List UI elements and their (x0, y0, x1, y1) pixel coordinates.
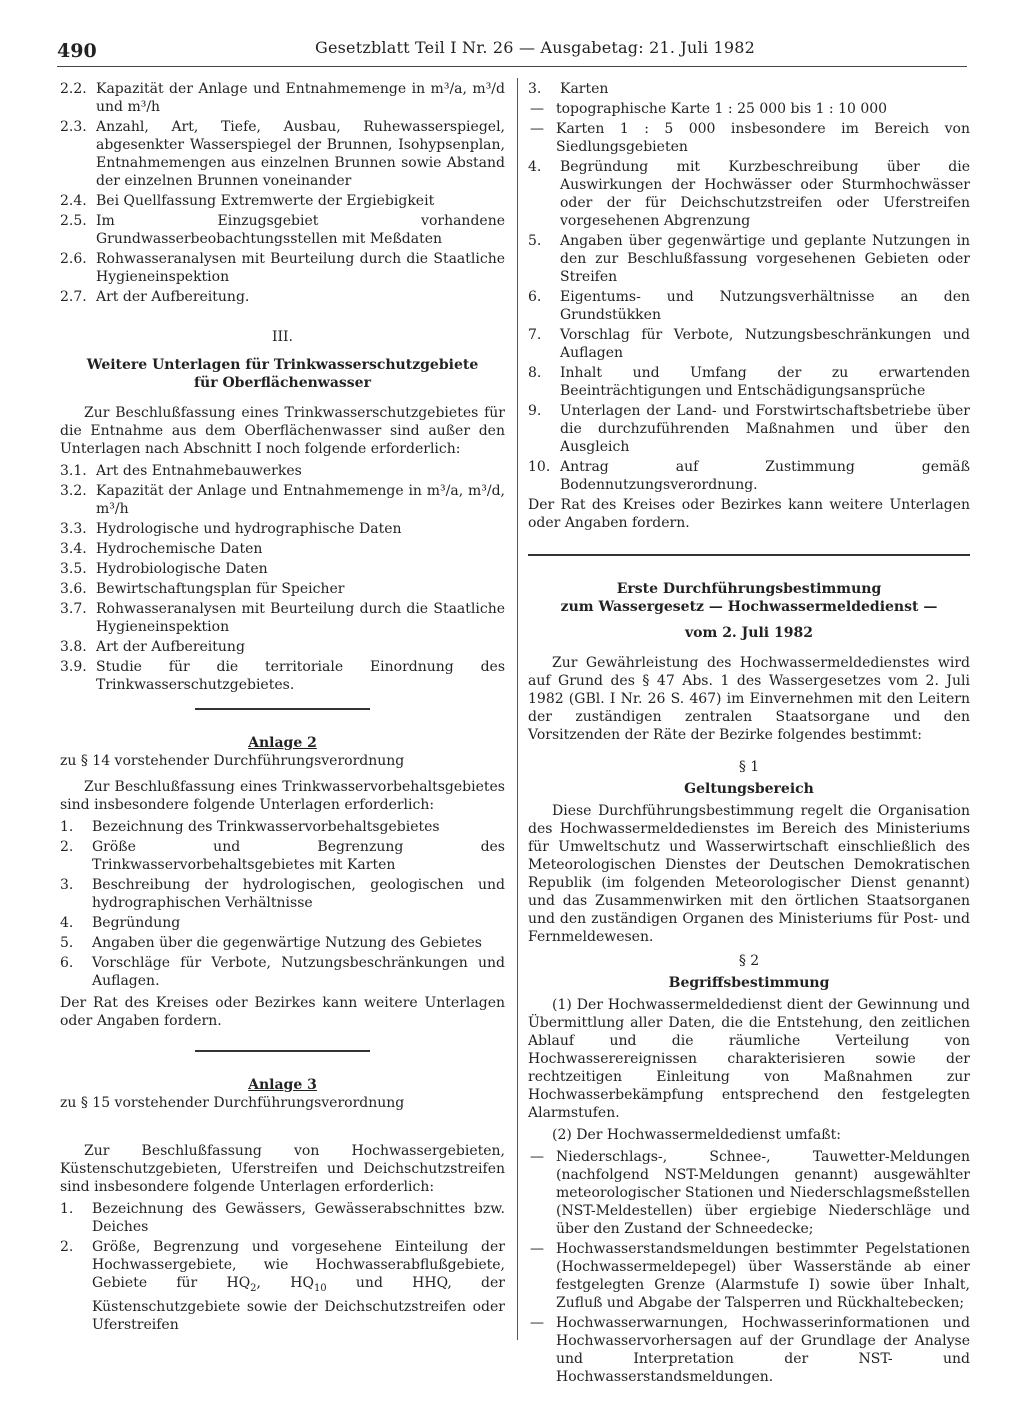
list-item-number: 10. (528, 459, 551, 475)
paragraph-title: Begriffsbestimmung (668, 975, 830, 991)
list-item-text: Im Einzugsgebiet vorhandene Grundwasserbeobachtungsstellen mit Meßdaten (96, 213, 505, 247)
anlage3-subtitle: zu § 15 vorstehender Durchführungsverordnung (60, 1095, 405, 1111)
list-item-text: Inhalt und Umfang der zu erwartenden Beeinträchtigungen und Entschädigungsansprüche (560, 365, 970, 399)
list-item-number: 6. (528, 289, 542, 305)
list-item-number: 2.5. (60, 213, 87, 229)
list-item (60, 954, 505, 990)
list-item-text (92, 1238, 505, 1334)
section-number: III. (271, 329, 294, 345)
list-item-text: Eigentums- und Nutzungsverhältnisse an den Grundstükken (560, 289, 970, 323)
list-section-2 (60, 80, 505, 306)
dash-item-text: Hochwasserwarnungen, Hochwasserinformationen und Hochwasservorhersagen auf der Grundlage der Analyse und Interpretation der NST- und Hochwasserstandsmeldungen. (556, 1315, 970, 1385)
list-item-number: 1. (60, 1201, 74, 1217)
paragraph-text: Diese Durchführungsbestimmung regelt die Organisation des Hochwassermeldedienstes im Bereich des Ministeriums für Umweltschutz und Wasserwirtschaft einschließlich des Meteorologischen Dienstes der Deutschen Demokratischen Republik (im folgenden Meteorologischer Dienst genannt) und das Zusammenwirken mit den örtlichen Staatsorganen und den zuständigen Organen des Ministeriums für Post- und Fernmeldewesen. (528, 803, 970, 945)
list-item-text: Kapazität der Anlage und Entnahmemenge in m³/a, m³/d und m³/h (96, 81, 505, 115)
list-item-text: Rohwasseranalysen mit Beurteilung durch die Staatliche Hygieneinspektion (96, 601, 505, 635)
list-item-text: Begründung (92, 915, 181, 931)
list-item-text: Kapazität der Anlage und Entnahmemenge in m³/a, m³/d, m³/h (96, 483, 505, 517)
list-item-text: Studie für die territoriale Einordnung des Trinkwasserschutzgebietes. (96, 659, 505, 693)
list-item-number: 2.7. (60, 289, 87, 305)
paragraph-title: Geltungsbereich (684, 781, 814, 797)
list-item-number: 2.2. (60, 81, 87, 97)
list-item (60, 118, 505, 190)
list-item-number: 2.4. (60, 193, 87, 209)
list-item (60, 934, 505, 952)
dash-item (528, 1148, 970, 1238)
left-column (60, 80, 505, 1336)
list-item (60, 288, 505, 306)
separator-rule (195, 708, 370, 710)
list-item-text: Hydrobiologische Daten (96, 561, 268, 577)
list-item-number: 4. (528, 159, 542, 175)
list-item-number: 9. (528, 403, 542, 419)
dash-item (528, 120, 970, 156)
dfb-date: vom 2. Juli 1982 (685, 625, 813, 641)
list-item (60, 818, 505, 836)
list-item-number: 1. (60, 819, 74, 835)
list-item-number: 3. (528, 81, 542, 97)
dash-item-text: Hochwasserstandsmeldungen bestimmter Pegelstationen (Hochwassermeldepegel) über Wasserstände ab einer festgelegten Grenze (Alarmstufe I) sowie über Inhalt, Zufluß und Abgabe der Talsperren und Rückhaltebecken; (556, 1241, 970, 1311)
karten-dash-list (528, 100, 970, 156)
dash-item-text: Niederschlags-, Schnee-, Tauwetter-Meldungen (nachfolgend NST-Meldungen genannt) ausgewählter meteorologischer Stationen und Niederschlagsmeßstellen (NST-Meldestellen) über ergiebige Niederschläge und über den Zustand der Schneedecke; (556, 1149, 970, 1237)
right-column (528, 80, 970, 1388)
list-item (60, 600, 505, 636)
dash-item-text: Karten 1 : 5 000 insbesondere im Bereich von Siedlungsgebieten (556, 121, 970, 155)
list-item (60, 580, 505, 598)
list-item (60, 838, 505, 874)
list-item (60, 540, 505, 558)
paragraph-number: § 2 (738, 953, 760, 969)
dash-item (528, 1240, 970, 1312)
dfb-title-line1: Erste Durchführungsbestimmung (616, 581, 882, 597)
dash-bullet: — (530, 1149, 544, 1165)
paragraph-abs1: (1) Der Hochwassermeldedienst dient der Gewinnung und Übermittlung aller Daten, die die Entstehung, den zeitlichen Ablauf und die räumliche Verteilung von Hochwasserereignissen charakterisieren sowie der rechtzeitigen Einleitung von Maßnahmen zur Hochwasserbekämpfung entsprechend den festgelegten Alarmstufen. (528, 997, 970, 1121)
list-item-number: 5. (60, 935, 74, 951)
list-item-text: Art des Entnahmebauwerkes (96, 463, 302, 479)
list-item-text: Größe und Begrenzung des Trinkwasservorbehaltsgebietes mit Karten (92, 839, 505, 873)
right-closing: Der Rat des Kreises oder Bezirkes kann weitere Unterlagen oder Angaben fordern. (528, 497, 970, 531)
subscript: 2 (250, 1282, 257, 1294)
list-item-text: Unterlagen der Land- und Forstwirtschaftsbetriebe über die durchzuführenden Maßnahmen und über den Ausgleich (560, 403, 970, 455)
list-item (60, 560, 505, 578)
list-item (60, 658, 505, 694)
anlage2-subtitle: zu § 14 vorstehender Durchführungsverordnung (60, 753, 405, 769)
separator-rule (195, 1050, 370, 1052)
anlage2-title: Anlage 2 (248, 735, 317, 751)
anlage3-title: Anlage 3 (248, 1077, 317, 1093)
list-item-text: Hydrochemische Daten (96, 541, 263, 557)
section-title-line1: Weitere Unterlagen für Trinkwasserschutzgebiete (86, 357, 479, 373)
list-item (60, 1200, 505, 1236)
section-title-line2: für Oberflächenwasser (194, 375, 371, 391)
paragraph-abs2: (2) Der Hochwassermeldedienst umfaßt: (552, 1127, 841, 1143)
paragraph-number: § 1 (738, 759, 760, 775)
text-part: Größe, Begrenzung und vorgesehene Einteilung der Hochwassergebiete, wie Hochwasserabflußgebiete, Gebiete für HQ (92, 1239, 505, 1291)
list-anlage3-cont (528, 158, 970, 494)
dash-bullet: — (530, 1315, 544, 1331)
list-item (60, 80, 505, 116)
list-item-text: Bezeichnung des Gewässers, Gewässerabschnittes bzw. Deiches (92, 1201, 505, 1235)
list-item-text: Beschreibung der hydrologischen, geologischen und hydrographischen Verhältnisse (92, 877, 505, 911)
list-item (60, 914, 505, 932)
list-item-text: Vorschläge für Verbote, Nutzungsbeschränkungen und Auflagen. (92, 955, 505, 989)
list-item-text: Vorschlag für Verbote, Nutzungsbeschränkungen und Auflagen (560, 327, 970, 361)
list-item (528, 80, 970, 98)
list-item-text: Angaben über die gegenwärtige Nutzung des Gebietes (92, 935, 482, 951)
list-item-number: 7. (528, 327, 542, 343)
list-item-number: 2.6. (60, 251, 87, 267)
list-item (60, 482, 505, 518)
dfb-intro: Zur Gewährleistung des Hochwassermeldedienstes wird auf Grund des § 47 Abs. 1 des Wassergesetzes vom 2. Juli 1982 (GBl. I Nr. 26 S. 467) im Einvernehmen mit den Leitern der zuständigen zentralen Staatsorgane und den Vorsitzenden der Räte der Bezirke folgendes bestimmt: (528, 655, 970, 743)
column-divider (517, 78, 518, 1340)
anlage2-list (60, 818, 505, 990)
list-item-text: Antrag auf Zustimmung gemäß Bodennutzungsverordnung. (560, 459, 970, 493)
list-item-number: 3.2. (60, 483, 87, 499)
section-intro: Zur Beschlußfassung eines Trinkwasserschutzgebietes für die Entnahme aus dem Oberflächenwasser sind außer den Unterlagen nach Abschnitt I noch folgende erforderlich: (60, 405, 505, 457)
page-number: 490 (57, 40, 97, 62)
list-item (528, 232, 970, 286)
dash-list (528, 1148, 970, 1386)
list-item-number: 2. (60, 1239, 74, 1255)
dash-item (528, 100, 970, 118)
list-item-text: Bewirtschaftungsplan für Speicher (96, 581, 345, 597)
list-item-number: 3.6. (60, 581, 87, 597)
list-item-number: 3.5. (60, 561, 87, 577)
list-item (60, 520, 505, 538)
list-item-number: 3.4. (60, 541, 87, 557)
dash-item-text: topographische Karte 1 : 25 000 bis 1 : 10 000 (556, 101, 888, 117)
anlage2-closing: Der Rat des Kreises oder Bezirkes kann weitere Unterlagen oder Angaben fordern. (60, 995, 505, 1029)
list-item-number: 3.8. (60, 639, 87, 655)
list-item (60, 638, 505, 656)
list-item-number: 2.3. (60, 119, 87, 135)
list-item (528, 364, 970, 400)
anlage2-intro: Zur Beschlußfassung eines Trinkwasservorbehaltsgebietes sind insbesondere folgende Unterlagen erforderlich: (60, 779, 505, 813)
list-item (60, 462, 505, 480)
dash-bullet: — (530, 1241, 544, 1257)
list-section-3 (60, 462, 505, 694)
list-item-text: Hydrologische und hydrographische Daten (96, 521, 402, 537)
list-item-text: Anzahl, Art, Tiefe, Ausbau, Ruhewasserspiegel, abgesenkter Wasserspiegel der Brunnen, Isohypsenplan, Entnahmemengen aus einzelnen Brunnen sowie Abstand der einzelnen Brunnen voneinander (96, 119, 505, 189)
list-item-text: Angaben über gegenwärtige und geplante Nutzungen in den zur Beschlußfassung vorgesehenen Gebieten oder Streifen (560, 233, 970, 285)
list-item-text: Bezeichnung des Trinkwasservorbehaltsgebietes (92, 819, 440, 835)
list-item (528, 288, 970, 324)
list-item-number: 3.1. (60, 463, 87, 479)
list-item (60, 192, 505, 210)
list-item (528, 458, 970, 494)
separator-rule (528, 554, 970, 556)
list-item (528, 158, 970, 230)
list-item (60, 1238, 505, 1334)
dash-item (528, 1314, 970, 1386)
text-part: , HQ (256, 1275, 314, 1291)
dash-bullet: — (530, 101, 544, 117)
text-part: und HHQ, der Küstenschutzgebiete sowie der Deichschutzstreifen oder Uferstreifen (92, 1275, 505, 1333)
list-item-number: 5. (528, 233, 542, 249)
dash-bullet: — (530, 121, 544, 137)
anlage3-intro: Zur Beschlußfassung von Hochwassergebieten, Küstenschutzgebieten, Uferstreifen und Deichschutzstreifen sind insbesondere folgende Unterlagen erforderlich: (60, 1143, 505, 1195)
list-item-number: 3.9. (60, 659, 87, 675)
header-rule (57, 66, 967, 67)
dfb-title-line2: zum Wassergesetz — Hochwassermeldedienst — (560, 599, 938, 615)
list-item (528, 326, 970, 362)
list-item-number: 8. (528, 365, 542, 381)
list-item-number: 3.3. (60, 521, 87, 537)
list-item (60, 876, 505, 912)
subscript: 10 (313, 1282, 327, 1294)
page-header-title: Gesetzblatt Teil I Nr. 26 — Ausgabetag: 21. Juli 1982 (315, 38, 755, 57)
list-item-text: Karten (560, 81, 609, 97)
list-item (60, 250, 505, 286)
list-item-text: Art der Aufbereitung. (96, 289, 250, 305)
list-item-text: Rohwasseranalysen mit Beurteilung durch die Staatliche Hygieneinspektion (96, 251, 505, 285)
list-item-number: 2. (60, 839, 74, 855)
list-item-text: Art der Aufbereitung (96, 639, 245, 655)
list-item-text: Bei Quellfassung Extremwerte der Ergiebigkeit (96, 193, 435, 209)
list-item-number: 3. (60, 877, 74, 893)
list-item-number: 3.7. (60, 601, 87, 617)
list-item (60, 212, 505, 248)
list-item-number: 6. (60, 955, 74, 971)
list-item-number: 4. (60, 915, 74, 931)
list-item-text: Begründung mit Kurzbeschreibung über die Auswirkungen der Hochwässer oder Sturmhochwässer oder der für Deichschutzstreifen oder Uferstreifen vorgesehenen Abgrenzung (560, 159, 970, 229)
list-item (528, 402, 970, 456)
